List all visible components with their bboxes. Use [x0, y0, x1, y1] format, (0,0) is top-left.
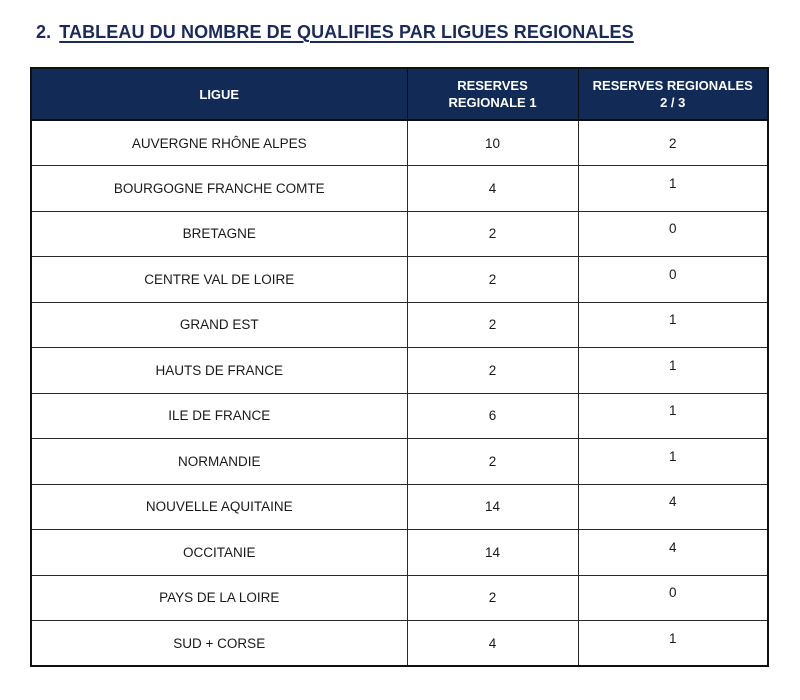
- qualifies-table: [30, 67, 769, 667]
- cell-reserves-r23: 0: [578, 211, 768, 257]
- cell-reserves-r23: 1: [578, 621, 768, 667]
- section-title: [36, 22, 634, 43]
- table-row: [31, 393, 768, 439]
- cell-ligue: PAYS DE LA LOIRE: [31, 575, 407, 621]
- table-row: [31, 484, 768, 530]
- table-row: [31, 348, 768, 394]
- table-body: [31, 120, 768, 666]
- cell-ligue: CENTRE VAL DE LOIRE: [31, 257, 407, 303]
- cell-ligue: BOURGOGNE FRANCHE COMTE: [31, 166, 407, 212]
- table-row: [31, 211, 768, 257]
- header-ligue-label: LIGUE: [199, 86, 240, 102]
- cell-reserves-r1: 2: [407, 575, 578, 621]
- table-row: [31, 530, 768, 576]
- header-r23-line2: 2 / 3: [660, 95, 686, 110]
- cell-ligue: SUD + CORSE: [31, 621, 407, 667]
- cell-ligue: NOUVELLE AQUITAINE: [31, 484, 407, 530]
- cell-reserves-r23: 1: [578, 348, 768, 394]
- cell-ligue: NORMANDIE: [31, 439, 407, 485]
- table-row: [31, 302, 768, 348]
- table-row: [31, 575, 768, 621]
- cell-reserves-r23: 1: [578, 302, 768, 348]
- table-row: [31, 257, 768, 303]
- section-title-text: TABLEAU DU NOMBRE DE QUALIFIES PAR LIGUES REGIONALES: [59, 22, 634, 42]
- cell-reserves-r1: 2: [407, 211, 578, 257]
- cell-ligue: BRETAGNE: [31, 211, 407, 257]
- table-header-row: [31, 68, 768, 120]
- cell-reserves-r23: 1: [578, 166, 768, 212]
- header-reserves-regionales-2-3: [578, 68, 768, 120]
- cell-reserves-r23: 2: [578, 120, 768, 166]
- cell-reserves-r23: 0: [578, 575, 768, 621]
- cell-reserves-r1: 4: [407, 166, 578, 212]
- header-r1-line1: RESERVES: [457, 78, 528, 93]
- cell-reserves-r23: 1: [578, 439, 768, 485]
- cell-ligue: ILE DE FRANCE: [31, 393, 407, 439]
- cell-ligue: AUVERGNE RHÔNE ALPES: [31, 120, 407, 166]
- table-row: [31, 439, 768, 485]
- cell-reserves-r1: 6: [407, 393, 578, 439]
- cell-reserves-r23: 4: [578, 530, 768, 576]
- cell-ligue: HAUTS DE FRANCE: [31, 348, 407, 394]
- cell-reserves-r1: 14: [407, 484, 578, 530]
- cell-reserves-r23: 4: [578, 484, 768, 530]
- header-ligue: [31, 68, 407, 120]
- cell-reserves-r1: 4: [407, 621, 578, 667]
- cell-reserves-r1: 14: [407, 530, 578, 576]
- cell-reserves-r23: 1: [578, 393, 768, 439]
- header-r1-line2: REGIONALE 1: [448, 95, 537, 110]
- cell-ligue: GRAND EST: [31, 302, 407, 348]
- table-row: [31, 621, 768, 667]
- cell-reserves-r23: 0: [578, 257, 768, 303]
- table-row: [31, 166, 768, 212]
- cell-reserves-r1: 10: [407, 120, 578, 166]
- table-row: [31, 120, 768, 166]
- cell-reserves-r1: 2: [407, 348, 578, 394]
- cell-reserves-r1: 2: [407, 257, 578, 303]
- cell-reserves-r1: 2: [407, 439, 578, 485]
- header-r23-line1: RESERVES REGIONALES: [592, 78, 753, 93]
- header-reserves-regionale-1: [407, 68, 578, 120]
- cell-ligue: OCCITANIE: [31, 530, 407, 576]
- section-number: 2.: [36, 22, 52, 42]
- cell-reserves-r1: 2: [407, 302, 578, 348]
